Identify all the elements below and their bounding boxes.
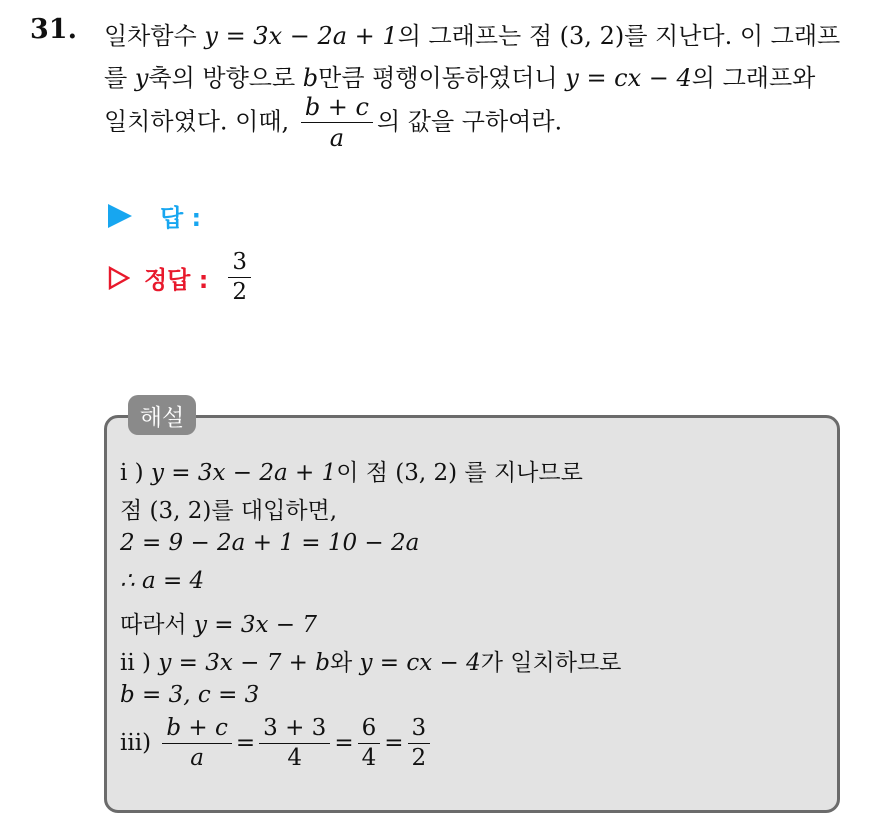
text: 와 bbox=[329, 650, 360, 676]
equation: y = 3x − 2a + 1 bbox=[204, 22, 398, 50]
denominator: a bbox=[190, 745, 204, 772]
numerator: 3 bbox=[228, 250, 251, 278]
answer-label: 답 : bbox=[160, 204, 202, 232]
problem-line-3 bbox=[104, 94, 562, 152]
answer-row bbox=[108, 198, 201, 233]
correct-answer-fraction bbox=[228, 250, 251, 306]
text: 축의 방향으로 bbox=[148, 64, 303, 92]
text: 이 점 (3, 2) 를 지나므로 bbox=[336, 460, 583, 486]
text: 가 일치하므로 bbox=[480, 650, 622, 676]
correct-answer-row bbox=[108, 250, 255, 306]
equation: y = 3x − 2a + 1 bbox=[150, 460, 337, 486]
text: iii) bbox=[120, 729, 159, 756]
problem-line-2 bbox=[104, 58, 815, 93]
numerator: b + c bbox=[301, 94, 373, 123]
problem-number: 31. bbox=[30, 14, 77, 45]
fraction bbox=[358, 716, 381, 772]
equation: y = cx − 4 bbox=[359, 650, 481, 676]
equals-sign: = bbox=[235, 729, 256, 756]
denominator: 2 bbox=[411, 745, 427, 772]
equation: y = cx − 4 bbox=[565, 64, 692, 92]
numerator: 6 bbox=[358, 716, 381, 744]
equals-sign: = bbox=[334, 729, 354, 756]
denominator: 4 bbox=[287, 745, 303, 772]
solution-line-7: b = 3, c = 3 bbox=[120, 682, 260, 708]
denominator: a bbox=[329, 124, 345, 153]
play-triangle-icon bbox=[108, 204, 132, 228]
solution-line-3: 2 = 9 − 2a + 1 = 10 − 2a bbox=[120, 530, 420, 556]
text: ii ) bbox=[120, 650, 159, 676]
numerator: 3 bbox=[408, 716, 431, 744]
text: 를 bbox=[104, 64, 135, 92]
outline-triangle-icon bbox=[108, 266, 130, 290]
denominator: 4 bbox=[361, 745, 377, 772]
equals-sign: = bbox=[384, 729, 404, 756]
equation: y = 3x − 7 bbox=[193, 612, 317, 638]
solution-line-1 bbox=[120, 454, 583, 487]
solution-tag: 해설 bbox=[128, 395, 196, 435]
text: 의 그래프와 bbox=[691, 64, 816, 92]
fraction bbox=[162, 716, 232, 772]
denominator: 2 bbox=[232, 279, 247, 306]
correct-answer-label: 정답 : bbox=[144, 266, 209, 295]
text: i ) bbox=[120, 460, 151, 486]
fraction bbox=[259, 716, 330, 772]
text: 의 값을 구하여라. bbox=[376, 107, 563, 136]
equation: y = 3x − 7 + b bbox=[158, 650, 330, 676]
problem-line-1 bbox=[104, 16, 840, 51]
text: 일치하였다. 이때, bbox=[104, 107, 297, 136]
solution-line-6 bbox=[120, 644, 621, 677]
text: 의 그래프는 점 (3, 2)를 지난다. 이 그래프 bbox=[397, 22, 841, 50]
numerator: b + c bbox=[162, 716, 232, 744]
text: 따라서 bbox=[120, 612, 194, 638]
variable: y bbox=[134, 64, 149, 92]
solution-line-5 bbox=[120, 606, 317, 639]
numerator: 3 + 3 bbox=[259, 716, 330, 744]
variable: b bbox=[302, 64, 319, 92]
fraction bbox=[301, 94, 373, 152]
solution-line-8 bbox=[120, 716, 434, 772]
solution-line-4: ∴ a = 4 bbox=[120, 568, 205, 594]
fraction bbox=[408, 716, 431, 772]
text: 만큼 평행이동하였더니 bbox=[318, 64, 566, 92]
solution-line-2: 점 (3, 2)를 대입하면, bbox=[120, 498, 338, 524]
text: 일차함수 bbox=[104, 22, 205, 50]
